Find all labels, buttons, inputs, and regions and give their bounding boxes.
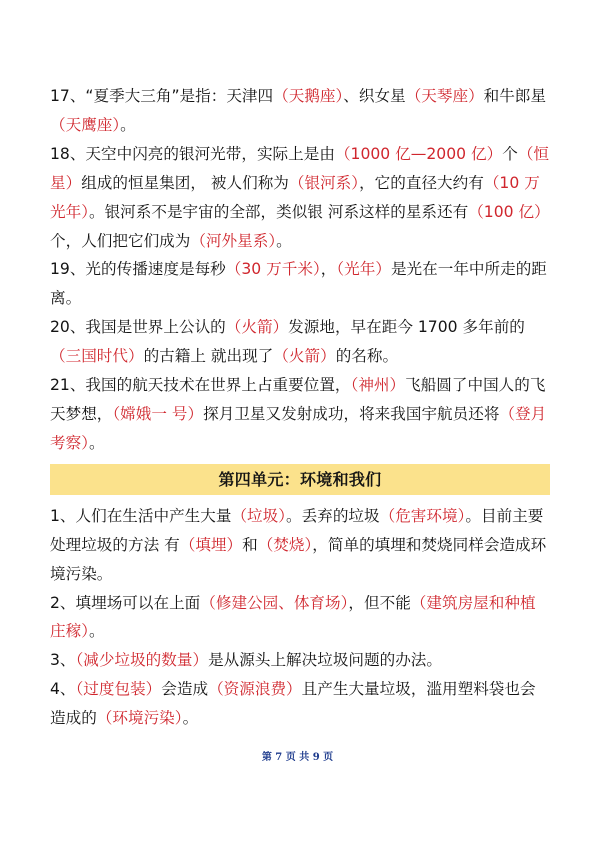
question-text: 的古籍上 就出现了 (143, 347, 274, 366)
question-text: 个，人们把它们成为 (50, 231, 191, 250)
question-text: 。目前主要处理垃圾的方法 有 (50, 506, 544, 554)
question-text: 17、“夏季大三角”是指：天津四 (50, 87, 274, 105)
answer-text: （修建公园、体育场） (200, 593, 349, 612)
question-list-part1 (50, 82, 550, 458)
answer-text: （过度包装） (75, 680, 162, 699)
answer-text: （减少垃圾的数量） (75, 651, 209, 670)
question-text: 18、天空中闪亮的银河光带，实际上是由 (50, 144, 335, 163)
question-text: 。银河系不是宇宙的全部，类似银 河系这样的星系还有 (88, 202, 469, 221)
question-text: 和 (242, 535, 258, 554)
answer-text: （30 万千米） (225, 260, 321, 279)
question-text: 会造成 (161, 680, 209, 699)
section-heading: 第四单元：环境和我们 (50, 464, 550, 495)
question-text: 的名称。 (335, 347, 399, 366)
answer-text: （天琴座） (405, 87, 484, 105)
question-text: 发源地，早在距今 1700 多年前的 (288, 318, 525, 337)
answer-text: （10 万光年） (50, 173, 540, 221)
answer-text: （焚烧） (257, 535, 313, 554)
answer-text: （光年） (336, 260, 391, 279)
question-paragraph-q18 (50, 140, 550, 256)
question-text: ，但不能 (348, 593, 411, 612)
question-text: ， (320, 260, 337, 279)
question-paragraph-u4q4 (50, 675, 550, 733)
question-paragraph-u4q2 (50, 589, 550, 647)
question-paragraph-u4q3 (50, 646, 550, 675)
answer-text: （火箭） (225, 318, 289, 337)
answer-text: （100 亿） (468, 202, 550, 221)
question-text: 。 (276, 231, 292, 250)
answer-text: （天鹰座） (50, 115, 121, 134)
answer-text: （登月考察） (50, 404, 547, 452)
answer-text: （垃圾） (231, 506, 287, 525)
question-text: 且产生大量垃圾，滥用塑料袋也会造成的 (50, 680, 536, 728)
answer-text: （建筑房屋和种植庄稼） (50, 593, 536, 641)
question-text: 。 (88, 622, 105, 641)
question-paragraph-q20 (50, 313, 550, 371)
question-text: 组成的恒星集团， 被人们称为 (81, 173, 289, 192)
page-footer: 第 7 页 共 9 页 (261, 752, 334, 763)
question-paragraph-q17 (50, 82, 550, 140)
question-text: 4、 (50, 680, 76, 699)
answer-text: （填埋） (179, 535, 243, 554)
question-text: 1、人们在生活中产生大量 (50, 506, 232, 525)
question-text: 20、我国是世界上公认的 (50, 318, 226, 337)
question-text: 飞船圆了中国人的飞天梦想， (50, 376, 546, 423)
answer-text: （恒星） (50, 144, 550, 192)
answer-text: （环境污染） (96, 709, 183, 728)
answer-text: （三国时代） (50, 347, 144, 366)
answer-text: （资源浪费） (208, 680, 302, 699)
question-text: 是光在一年中所走的距离。 (50, 260, 547, 308)
question-text: 2、填埋场可以在上面 (50, 593, 201, 612)
question-text: ，简单的填埋和焚烧同样会造成环境污染。 (50, 535, 547, 583)
question-text: 探月卫星又发射成功，将来我国宇航员还将 (203, 404, 500, 423)
question-text: 、织女星 (343, 87, 406, 105)
question-text: 19、光的传播速度是每秒 (50, 260, 226, 279)
question-text: 。 (120, 115, 136, 134)
answer-text: （天鹅座） (273, 87, 344, 105)
answer-text: （火箭） (273, 347, 336, 366)
answer-text: （神州） (350, 376, 406, 395)
answer-text: （银河系） (288, 173, 360, 192)
question-text: ，它的直径大约有 (359, 173, 484, 192)
question-paragraph-u4q1 (50, 502, 550, 589)
question-paragraph-q19 (50, 255, 550, 313)
answer-text: （嫦娥一 号） (112, 404, 204, 423)
question-paragraph-q21 (50, 371, 550, 458)
answer-text: （危害环境） (379, 506, 466, 525)
question-text: 。 (182, 709, 199, 728)
question-text: 21、我国的航天技术在世界上占重要位置， (50, 376, 351, 395)
question-text: 是从源头上解决垃圾问题的办法。 (208, 651, 442, 670)
question-text: 个 (502, 144, 518, 163)
content-area (50, 82, 550, 733)
answer-text: （河外星系） (190, 231, 277, 250)
question-text: 和牛郎星 (483, 87, 547, 105)
answer-text: （1000 亿—2000 亿） (334, 144, 503, 163)
question-list-part2 (50, 502, 550, 733)
question-text: 。丢弃的垃圾 (286, 506, 380, 525)
question-text: 。 (88, 433, 105, 452)
question-text: 3、 (50, 651, 76, 670)
